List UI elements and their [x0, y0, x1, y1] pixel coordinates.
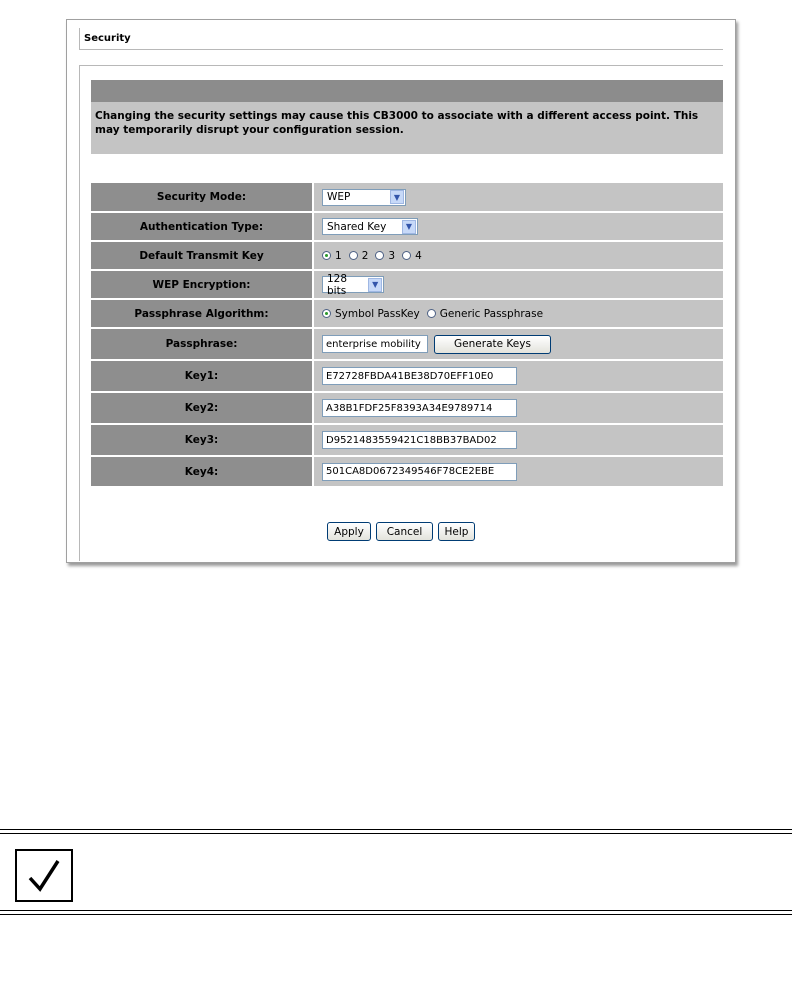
tx-key-1-radio[interactable]	[322, 251, 331, 260]
passphrase-input[interactable]: enterprise mobility	[322, 335, 428, 353]
row-security-mode	[91, 183, 723, 213]
row-passphrase	[91, 329, 723, 361]
generic-passphrase-radio[interactable]	[427, 309, 436, 318]
tx-key-4-label: 4	[415, 249, 422, 262]
tx-key-2-label: 2	[361, 249, 369, 262]
tx-key-2-radio[interactable]	[349, 251, 358, 260]
key1-cell	[314, 361, 723, 391]
default-tx-key-radios	[322, 250, 425, 262]
wep-encryption-cell	[314, 271, 723, 298]
passphrase-label: Passphrase:	[91, 329, 314, 359]
key3-cell	[314, 425, 723, 455]
row-key4	[91, 457, 723, 486]
auth-type-value: Shared Key	[327, 220, 387, 233]
chevron-down-icon[interactable]: ▼	[368, 278, 382, 292]
row-auth-type	[91, 213, 723, 242]
row-default-tx-key	[91, 242, 723, 271]
generic-passphrase-label: Generic Passphrase	[439, 307, 544, 320]
security-mode-value: WEP	[327, 191, 351, 203]
row-key1	[91, 361, 723, 393]
top-rule	[0, 829, 792, 830]
passphrase-cell	[314, 329, 723, 359]
security-mode-cell	[314, 183, 723, 211]
key3-input[interactable]: D9521483559421C18BB37BAD02	[322, 431, 517, 449]
passphrase-algorithm-label: Passphrase Algorithm:	[91, 300, 314, 327]
symbol-passkey-label: Symbol PassKey	[335, 307, 420, 320]
chevron-down-icon[interactable]: ▼	[390, 190, 404, 204]
top-rule-2	[0, 833, 792, 834]
tx-key-1-label: 1	[335, 249, 342, 262]
default-tx-key-label: Default Transmit Key	[91, 242, 314, 269]
row-key3	[91, 425, 723, 457]
key1-label: Key1:	[91, 361, 314, 391]
row-wep-encryption	[91, 271, 723, 300]
tx-key-3-radio[interactable]	[375, 251, 384, 260]
note-box	[15, 849, 73, 902]
apply-button[interactable]: Apply	[327, 522, 371, 541]
auth-type-select[interactable]	[322, 218, 418, 235]
security-window	[66, 19, 736, 563]
tx-key-3-label: 3	[388, 249, 396, 262]
wep-encryption-value: 128 bits	[327, 272, 348, 297]
window-title: Security	[79, 28, 723, 50]
generate-keys-button[interactable]: Generate Keys	[434, 335, 551, 354]
key2-input[interactable]: A38B1FDF25F8393A34E9789714	[322, 399, 517, 417]
symbol-passkey-radio[interactable]	[322, 309, 331, 318]
form-buttons	[67, 522, 735, 541]
key4-input[interactable]: 501CA8D0672349546F78CE2EBE	[322, 463, 517, 481]
key2-label: Key2:	[91, 393, 314, 423]
row-passphrase-algorithm	[91, 300, 723, 329]
cancel-button[interactable]: Cancel	[376, 522, 433, 541]
key3-label: Key3:	[91, 425, 314, 455]
key2-cell	[314, 393, 723, 423]
warning-notice: Changing the security settings may cause this CB3000 to associate with a different access point. This may temporarily disrupt your configuration session.	[91, 102, 723, 154]
section-header-bar	[91, 80, 723, 102]
auth-type-cell	[314, 213, 723, 240]
wep-encryption-label: WEP Encryption:	[91, 271, 314, 298]
key1-input[interactable]: E72728FBDA41BE38D70EFF10E0	[322, 367, 517, 385]
tx-key-4-radio[interactable]	[402, 251, 411, 260]
security-mode-select[interactable]	[322, 189, 406, 206]
wep-encryption-select[interactable]	[322, 272, 384, 297]
key4-cell	[314, 457, 723, 486]
bottom-rule	[0, 910, 792, 911]
passphrase-algorithm-cell	[314, 300, 723, 327]
checkmark-icon	[24, 856, 64, 896]
bottom-rule-2	[0, 914, 792, 915]
row-key2	[91, 393, 723, 425]
security-mode-label: Security Mode:	[91, 183, 314, 211]
key4-label: Key4:	[91, 457, 314, 486]
passphrase-algorithm-radios	[322, 308, 546, 320]
default-tx-key-cell	[314, 242, 723, 269]
chevron-down-icon[interactable]: ▼	[402, 220, 416, 234]
help-button[interactable]: Help	[438, 522, 475, 541]
auth-type-label: Authentication Type:	[91, 213, 314, 240]
